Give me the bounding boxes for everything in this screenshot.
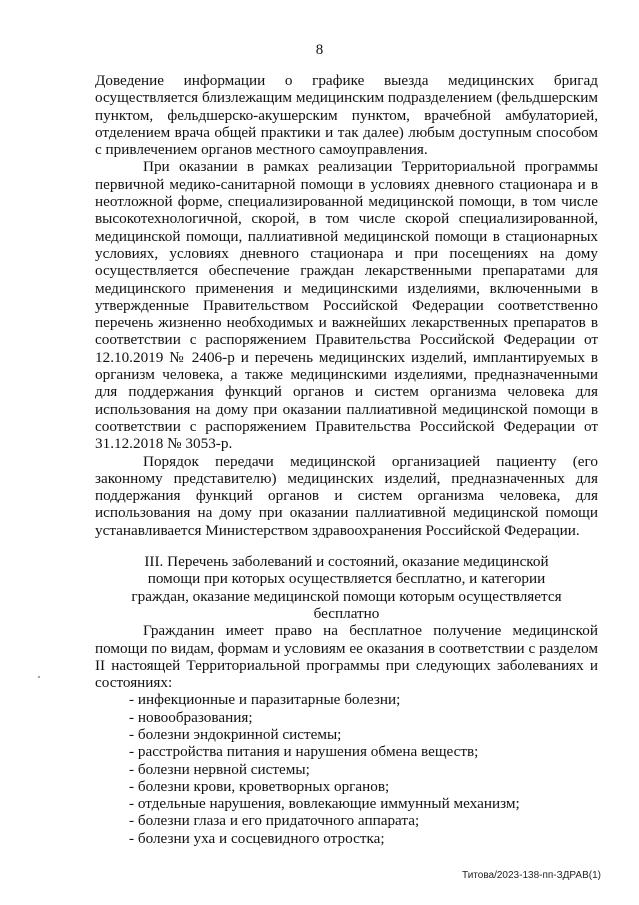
document-body [95, 72, 598, 847]
page-number: 8 [315, 42, 324, 58]
paragraph: При оказании в рамках реализации Территориальной программы первичной медико-санитарной помощи в условиях дневного стационара и в неотложной форме, специализированной медицинской помощи, в том числе высокотехнологичной, скорой, в том числе скорой специализированной, медицинской помощи, паллиативной медицинской помощи в стационарных условиях, условиях дневного стационара и при посещениях на дому осуществляется обеспечение граждан лекарственными препаратами для медицинского применения и медицинскими изделиями, включенными в утвержденные Правительством Российской Федерации соответственно перечень жизненно необходимых и важнейших лекарственных препаратов в соответствии с распоряжением Правительства Российской Федерации от 12.10.2019 № 2406-р и перечень медицинских изделий, имплантируемых в организм человека, а также медицинскими изделиями, предназначенными для поддержания функций органов и систем организма человека для использования на дому при оказании паллиативной медицинской помощи в соответствии с распоряжением Правительства Российской Федерации от 31.12.2018 № 3053-р. [95, 158, 598, 453]
list-item: - болезни нервной системы; [129, 760, 310, 778]
list-item: - расстройства питания и нарушения обмена веществ; [129, 743, 479, 761]
section-intro: Гражданин имеет право на бесплатное получение медицинской помощи по видам, формам и условиям ее оказания в соответствии с разделом II настоящей Территориальной программы при следующих заболеваниях и состояниях: [95, 622, 599, 692]
list-item: - болезни уха и сосцевидного отростка; [129, 829, 385, 847]
section-heading-line: бесплатно [313, 604, 380, 622]
section-heading-line: помощи при которых осуществляется бесплатно, и категории [147, 570, 546, 588]
list-item: - инфекционные и паразитарные болезни; [129, 691, 401, 709]
list-item: - отдельные нарушения, вовлекающие иммунный механизм; [129, 795, 520, 813]
section-heading [95, 553, 598, 622]
list-item: - болезни глаза и его придаточного аппарата; [129, 812, 420, 830]
margin-mark [38, 676, 40, 678]
disease-list [95, 691, 598, 847]
list-item: - болезни крови, кроветворных органов; [129, 777, 390, 795]
footer-document-code: Титова/2023-138-пп-ЗДРАВ(1) [462, 870, 601, 881]
paragraph: Порядок передачи медицинской организацией пациенту (его законному представителю) медицинских изделий, предназначенных для поддержания функций органов и систем организма человека, для использования на дому при оказании паллиативной медицинской помощи устанавливается Министерством здравоохранения Российской Федерации. [95, 452, 598, 539]
section-heading-line: III. Перечень заболеваний и состояний, оказание медицинской [144, 553, 549, 571]
list-item: - болезни эндокринной системы; [129, 725, 342, 743]
paragraph: Доведение информации о графике выезда медицинских бригад осуществляется близлежащим медицинским подразделением (фельдшерским пунктом, фельдшерско-акушерским пунктом, врачебной амбулаторией, отделением врача общей практики и так далее) любым доступным способом с привлечением органов местного самоуправления. [95, 72, 598, 159]
section-heading-line: граждан, оказание медицинской помощи которым осуществляется [131, 587, 562, 605]
list-item: - новообразования; [129, 708, 253, 726]
